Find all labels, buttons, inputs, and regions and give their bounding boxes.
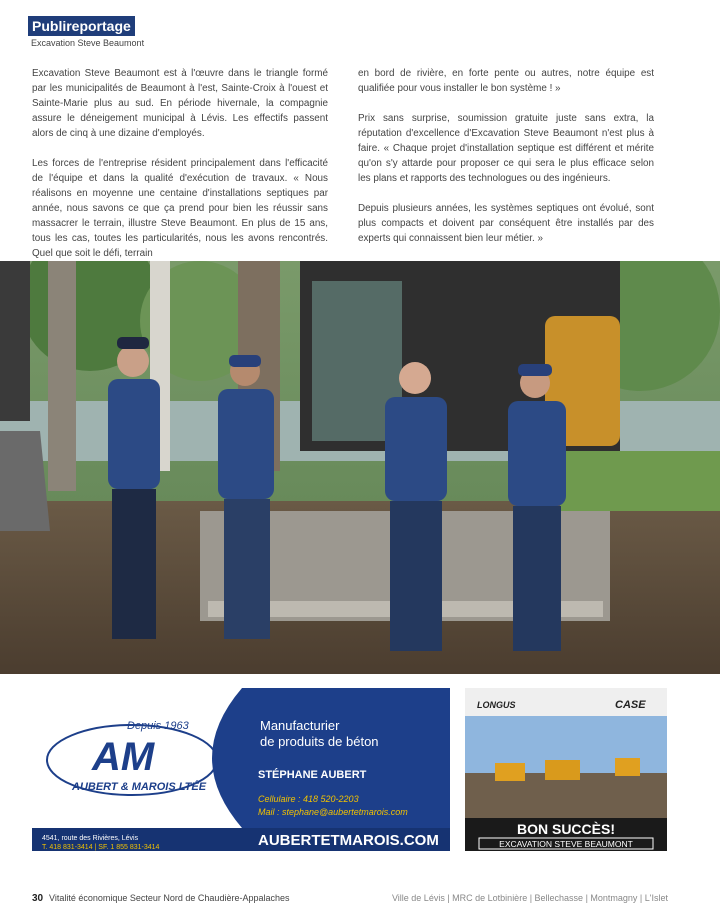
- contact-name: STÉPHANE AUBERT: [258, 769, 367, 781]
- bon-succes-text: BON SUCCÈS!: [516, 821, 616, 837]
- tagline-2: de produits de béton: [260, 734, 379, 749]
- since-text: Depuis 1963: [127, 720, 189, 732]
- company-name: AUBERT & MAROIS LTÉE: [72, 781, 207, 793]
- tagline-1: Manufacturier: [260, 718, 340, 733]
- person: [108, 337, 160, 639]
- longus-logo: LONGUS: [477, 700, 516, 710]
- phones: T. 418 831-3414 | SF. 1 855 831-3414: [42, 844, 160, 851]
- article-paragraph: Depuis plusieurs années, les systèmes septiques ont évolué, sont plus compacts et doivent par conséquent être installés par des experts qui connaissent bien leur métier. »: [358, 203, 654, 244]
- email: Mail : stephane@aubertetmarois.com: [258, 807, 408, 817]
- address: 4541, route des Rivières, Lévis: [42, 835, 139, 842]
- article-column-1: [32, 66, 328, 276]
- page-number: 30: [32, 893, 44, 904]
- article-paragraph: Prix sans surprise, soumission gratuite juste sans extra, la réputation d'excellence d'Excavation Steve Beaumont n'est plus à faire. « Chaque projet d'installation septique est différent et mérite qu'on s'y attarde pour proposer ce qui sera le plus efficace selon les plans et rapports des technologues ou des ingénieurs.: [358, 113, 654, 184]
- person: [218, 355, 274, 639]
- aubert-marois-ad[interactable]: [32, 688, 450, 851]
- longus-case-ad[interactable]: [465, 688, 667, 851]
- person: [385, 362, 447, 651]
- regions-list: Ville de Lévis | MRC de Lotbinière | Bellechasse | Montmagny | L'Islet: [391, 893, 668, 903]
- company-subtitle: Excavation Steve Beaumont: [31, 38, 145, 48]
- person: [508, 364, 566, 651]
- publication-title: Vitalité économique Secteur Nord de Chaudière-Appalaches: [49, 893, 290, 903]
- page-footer: [0, 890, 720, 914]
- excavation-name: EXCAVATION STEVE BEAUMONT: [499, 839, 633, 849]
- team-photo-illustration: [0, 261, 720, 674]
- article-paragraph: Les forces de l'entreprise résident principalement dans l'efficacité de l'équipe et dans la qualité d'exécution de travaux. « Nous réalisons en moyenne une centaine d'installations septiques par année, nous savons ce que ça prend pour bien les réussir sans massacrer le terrain, illustre Steve Beaumont. En plus de 15 ans, tous les cas, toutes les particularités, nous les avons rencontrés. Quel que soit le défi, terrain: [32, 158, 328, 259]
- team-photo: [0, 261, 720, 674]
- aubert-marois-ad-graphic: [32, 688, 450, 851]
- publireportage-label: Publireportage: [28, 16, 135, 36]
- article-paragraph: en bord de rivière, en forte pente ou autres, notre équipe est qualifiée pour vous installer le bon système ! »: [358, 68, 654, 94]
- cell-phone: Cellulaire : 418 520-2203: [258, 794, 359, 804]
- article-column-2: [358, 66, 654, 261]
- longus-case-ad-graphic: [465, 688, 667, 851]
- case-logo: CASE: [615, 699, 646, 711]
- website-link[interactable]: AUBERTETMAROIS.COM: [258, 832, 439, 849]
- article-paragraph: Excavation Steve Beaumont est à l'œuvre dans le triangle formé par les municipalités de Beaumont à l'est, Sainte-Croix à l'ouest et Sainte-Marie plus au sud. En période hivernale, la compagnie assure le déneigement municipal à Lévis. Les effectifs passent alors de cinq à une dizaine d'employés.: [32, 68, 328, 139]
- am-logo-text: AM: [92, 735, 155, 779]
